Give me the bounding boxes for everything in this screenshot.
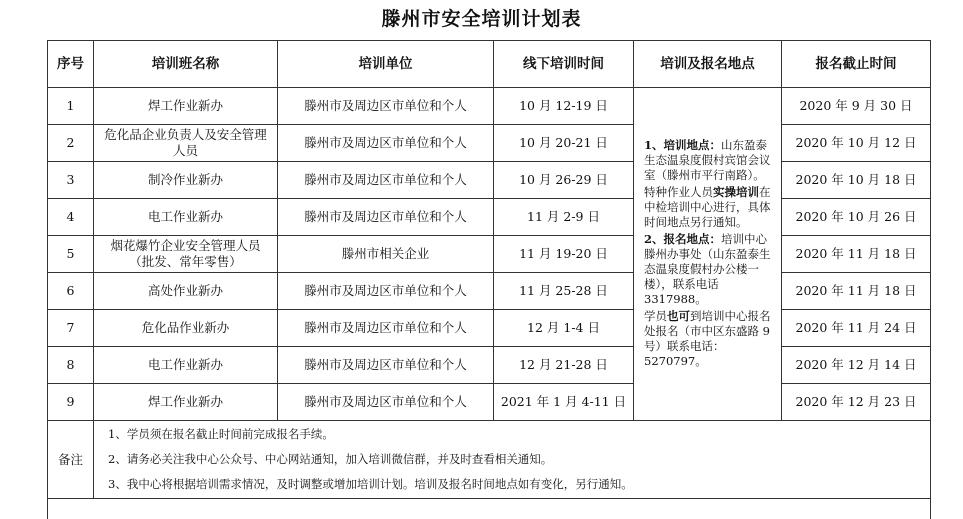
row-deadline: 2020 年 11 月 18 日 [782,236,931,273]
row-unit: 滕州市及周边区市单位和个人 [278,162,494,199]
row-course: 电工作业新办 [94,199,278,236]
note-item: 3、我中心将根据培训需求情况，及时调整或增加培训计划。培训及报名时间地点如有变化，另行通知。 [108,472,930,497]
row-deadline: 2020 年 9 月 30 日 [782,88,931,125]
row-unit: 滕州市及周边区市单位和个人 [278,199,494,236]
row-time: 12 月 21-28 日 [494,347,634,384]
row-deadline: 2020 年 12 月 23 日 [782,384,931,421]
row-time: 12 月 1-4 日 [494,310,634,347]
row-course: 电工作业新办 [94,347,278,384]
row-no: 2 [48,125,94,162]
row-course: 烟花爆竹企业安全管理人员（批发、常年零售） [94,236,278,273]
table-row [48,88,931,125]
place-cell [634,88,782,421]
row-unit: 滕州市相关企业 [278,236,494,273]
row-unit: 滕州市及周边区市单位和个人 [278,310,494,347]
row-unit: 滕州市及周边区市单位和个人 [278,88,494,125]
table-row [48,310,931,347]
place-text-2: 培训中心滕州办事处（山东盈泰生态温泉度假村办公楼一楼），联系电话 3317988。 [644,232,771,306]
table-row [48,347,931,384]
place-text-3-bold: 也可 [667,309,690,323]
row-no: 7 [48,310,94,347]
page-title: 滕州市安全培训计划表 [0,4,963,31]
row-course: 焊工作业新办 [94,384,278,421]
row-no: 3 [48,162,94,199]
table-row [48,125,931,162]
notes-label: 备注 [48,421,94,499]
place-text-1b-post: 在中检培训中心进行，具体时间地点另行通知。 [644,185,771,229]
row-unit: 滕州市及周边区市单位和个人 [278,273,494,310]
table-row [48,273,931,310]
note-item: 1、学员须在报名截止时间前完成报名手续。 [108,422,930,447]
header-row [48,41,931,88]
row-deadline: 2020 年 11 月 18 日 [782,273,931,310]
row-deadline: 2020 年 10 月 18 日 [782,162,931,199]
row-course: 危化品企业负责人及安全管理人员 [94,125,278,162]
table-row [48,384,931,421]
row-no: 6 [48,273,94,310]
table-tail-row [48,499,931,519]
row-time: 10 月 20-21 日 [494,125,634,162]
header-unit: 培训单位 [278,41,494,88]
header-time: 线下培训时间 [494,41,634,88]
note-item: 2、请务必关注我中心公众号、中心网站通知，加入培训微信群，并及时查看相关通知。 [108,447,930,472]
row-deadline: 2020 年 10 月 26 日 [782,199,931,236]
row-unit: 滕州市及周边区市单位和个人 [278,384,494,421]
row-no: 4 [48,199,94,236]
row-course: 焊工作业新办 [94,88,278,125]
place-text-3-pre: 学员 [644,309,667,323]
header-place: 培训及报名地点 [634,41,782,88]
row-no: 1 [48,88,94,125]
row-course: 制冷作业新办 [94,162,278,199]
row-no: 5 [48,236,94,273]
header-course: 培训班名称 [94,41,278,88]
notes-row [48,421,931,499]
row-deadline: 2020 年 11 月 24 日 [782,310,931,347]
place-text-3-post: 到培训中心报名处报名（市中区东盛路 9 号）联系电话：5270797。 [644,309,771,368]
row-no: 8 [48,347,94,384]
header-deadline: 报名截止时间 [782,41,931,88]
row-time: 11 月 19-20 日 [494,236,634,273]
table-tail-cell [48,499,931,519]
row-unit: 滕州市及周边区市单位和个人 [278,347,494,384]
row-time: 10 月 26-29 日 [494,162,634,199]
header-no: 序号 [48,41,94,88]
place-text-1b-bold: 实操培训 [713,185,759,199]
place-label-2: 2、报名地点： [644,232,721,246]
row-deadline: 2020 年 12 月 14 日 [782,347,931,384]
row-unit: 滕州市及周边区市单位和个人 [278,125,494,162]
row-no: 9 [48,384,94,421]
table-row [48,162,931,199]
place-text-1b-pre: 特种作业人员 [644,185,713,199]
row-course: 危化品作业新办 [94,310,278,347]
place-label-1: 1、培训地点： [644,138,721,152]
place-text-1: 山东盈泰生态温泉度假村宾馆会议室（滕州市平行南路）。 [644,138,771,182]
row-time: 11 月 25-28 日 [494,273,634,310]
row-time: 2021 年 1 月 4-11 日 [494,384,634,421]
table-row [48,236,931,273]
notes-cell [94,421,931,499]
row-time: 11 月 2-9 日 [494,199,634,236]
row-deadline: 2020 年 10 月 12 日 [782,125,931,162]
row-course: 高处作业新办 [94,273,278,310]
row-time: 10 月 12-19 日 [494,88,634,125]
training-schedule-table [47,40,931,519]
table-row [48,199,931,236]
